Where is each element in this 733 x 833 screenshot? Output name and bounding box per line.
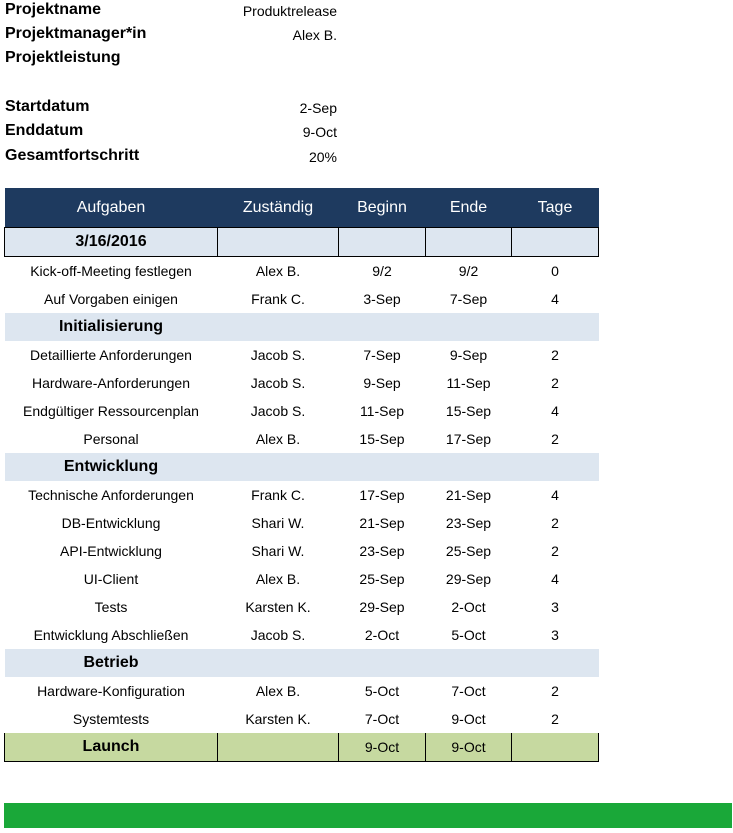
task-name: Personal (83, 431, 139, 447)
task-start: 2-Oct (364, 627, 400, 643)
task-end: 29-Sep (445, 571, 492, 587)
task-owner: Karsten K. (245, 711, 311, 727)
task-days: 3 (551, 627, 559, 643)
task-days: 2 (551, 683, 559, 699)
task-name: Hardware-Konfiguration (37, 683, 185, 699)
task-days: 2 (551, 375, 559, 391)
footer-bar (4, 803, 732, 828)
task-start: 29-Sep (359, 599, 405, 615)
task-name: DB-Entwicklung (61, 515, 161, 531)
task-end: 23-Sep (445, 515, 492, 531)
section-row (5, 453, 599, 481)
table-row (5, 257, 599, 286)
table-row (5, 481, 599, 509)
task-table (4, 188, 599, 762)
header-days: Tage (512, 188, 599, 228)
table-header-row (5, 188, 599, 228)
task-start: 5-Oct (364, 683, 400, 699)
task-owner: Frank C. (251, 487, 305, 503)
task-name: Auf Vorgaben einigen (44, 291, 178, 307)
task-owner: Jacob S. (250, 627, 306, 643)
task-end: 25-Sep (445, 543, 492, 559)
end-date-label: Enddatum (5, 122, 84, 139)
header-start: Beginn (339, 188, 426, 228)
task-name: API-Entwicklung (60, 543, 162, 559)
header-end: Ende (426, 188, 512, 228)
task-days: 2 (551, 431, 559, 447)
task-name: Endgültiger Ressourcenplan (23, 403, 199, 419)
project-name-value: Produktrelease (242, 3, 337, 19)
table-row (5, 285, 599, 313)
table-row (5, 509, 599, 537)
task-start: 11-Sep (359, 403, 405, 419)
start-date-value: 2-Sep (299, 100, 337, 116)
task-days: 2 (551, 515, 559, 531)
header-owner: Zuständig (218, 188, 339, 228)
task-days: 4 (551, 291, 559, 307)
launch-row (5, 733, 599, 762)
task-start: 7-Sep (363, 347, 401, 363)
launch-end: 9-Oct (426, 733, 512, 762)
table-row (5, 537, 599, 565)
task-start: 21-Sep (359, 515, 405, 531)
section-row (5, 228, 599, 257)
task-start: 3-Sep (363, 291, 401, 307)
task-start: 9/2 (372, 263, 392, 279)
overall-progress-value: 20% (308, 149, 337, 165)
task-days: 4 (551, 403, 559, 419)
task-end: 15-Sep (445, 403, 492, 419)
overall-progress-label: Gesamtfortschritt (5, 147, 140, 164)
task-owner: Jacob S. (250, 347, 306, 363)
section-title: Entwicklung (5, 453, 218, 481)
task-end: 2-Oct (451, 599, 486, 615)
table-row (5, 677, 599, 705)
project-manager-value: Alex B. (292, 27, 337, 43)
task-owner: Alex B. (255, 571, 301, 587)
table-row (5, 705, 599, 733)
table-row (5, 593, 599, 621)
section-title: Betrieb (5, 649, 218, 677)
task-name: Kick-off-Meeting festlegen (30, 263, 192, 279)
table-row (5, 565, 599, 593)
task-name: Tests (94, 599, 128, 615)
task-owner: Alex B. (255, 683, 301, 699)
task-owner: Frank C. (251, 291, 305, 307)
task-name: Hardware-Anforderungen (32, 375, 190, 391)
start-date-label: Startdatum (5, 98, 90, 115)
task-days: 2 (551, 543, 559, 559)
task-end: 21-Sep (445, 487, 492, 503)
task-name: Detaillierte Anforderungen (30, 347, 192, 363)
task-end: 7-Sep (449, 291, 488, 307)
table-row (5, 369, 599, 397)
header-tasks: Aufgaben (5, 188, 218, 228)
task-owner: Shari W. (251, 543, 305, 559)
task-end: 9-Sep (449, 347, 488, 363)
section-title: Initialisierung (5, 313, 218, 341)
task-name: UI-Client (83, 571, 139, 587)
task-end: 9-Oct (451, 711, 486, 727)
table-row (5, 621, 599, 649)
task-owner: Karsten K. (245, 599, 311, 615)
task-start: 7-Oct (364, 711, 400, 727)
end-date-value: 9-Oct (302, 124, 337, 140)
task-name: Entwicklung Abschließen (33, 627, 189, 643)
task-days: 3 (551, 599, 559, 615)
task-owner: Shari W. (251, 515, 305, 531)
task-days: 4 (551, 571, 559, 587)
launch-start: 9-Oct (339, 733, 426, 762)
task-days: 2 (551, 711, 559, 727)
section-title: 3/16/2016 (5, 228, 218, 257)
task-days: 0 (551, 263, 559, 279)
project-manager-label: Projektmanager*in (5, 25, 147, 42)
task-end: 5-Oct (451, 627, 486, 643)
task-start: 15-Sep (359, 431, 405, 447)
task-owner: Alex B. (255, 431, 301, 447)
table-row (5, 425, 599, 453)
task-owner: Alex B. (255, 263, 301, 279)
project-performance-label: Projektleistung (5, 49, 121, 66)
task-start: 25-Sep (359, 571, 405, 587)
section-row (5, 649, 599, 677)
task-start: 17-Sep (359, 487, 405, 503)
task-name: Technische Anforderungen (28, 487, 194, 503)
task-owner: Jacob S. (250, 375, 306, 391)
task-start: 23-Sep (359, 543, 405, 559)
task-end: 11-Sep (446, 375, 491, 391)
task-end: 7-Oct (451, 683, 486, 699)
task-days: 4 (551, 487, 559, 503)
task-name: Systemtests (72, 711, 150, 727)
section-row (5, 313, 599, 341)
task-start: 9-Sep (363, 375, 401, 391)
task-days: 2 (551, 347, 559, 363)
launch-title: Launch (5, 733, 218, 762)
project-name-label: Projektname (5, 1, 102, 18)
table-row (5, 397, 599, 425)
table-row (5, 341, 599, 369)
task-end: 9/2 (458, 263, 479, 279)
task-end: 17-Sep (445, 431, 492, 447)
task-owner: Jacob S. (250, 403, 306, 419)
